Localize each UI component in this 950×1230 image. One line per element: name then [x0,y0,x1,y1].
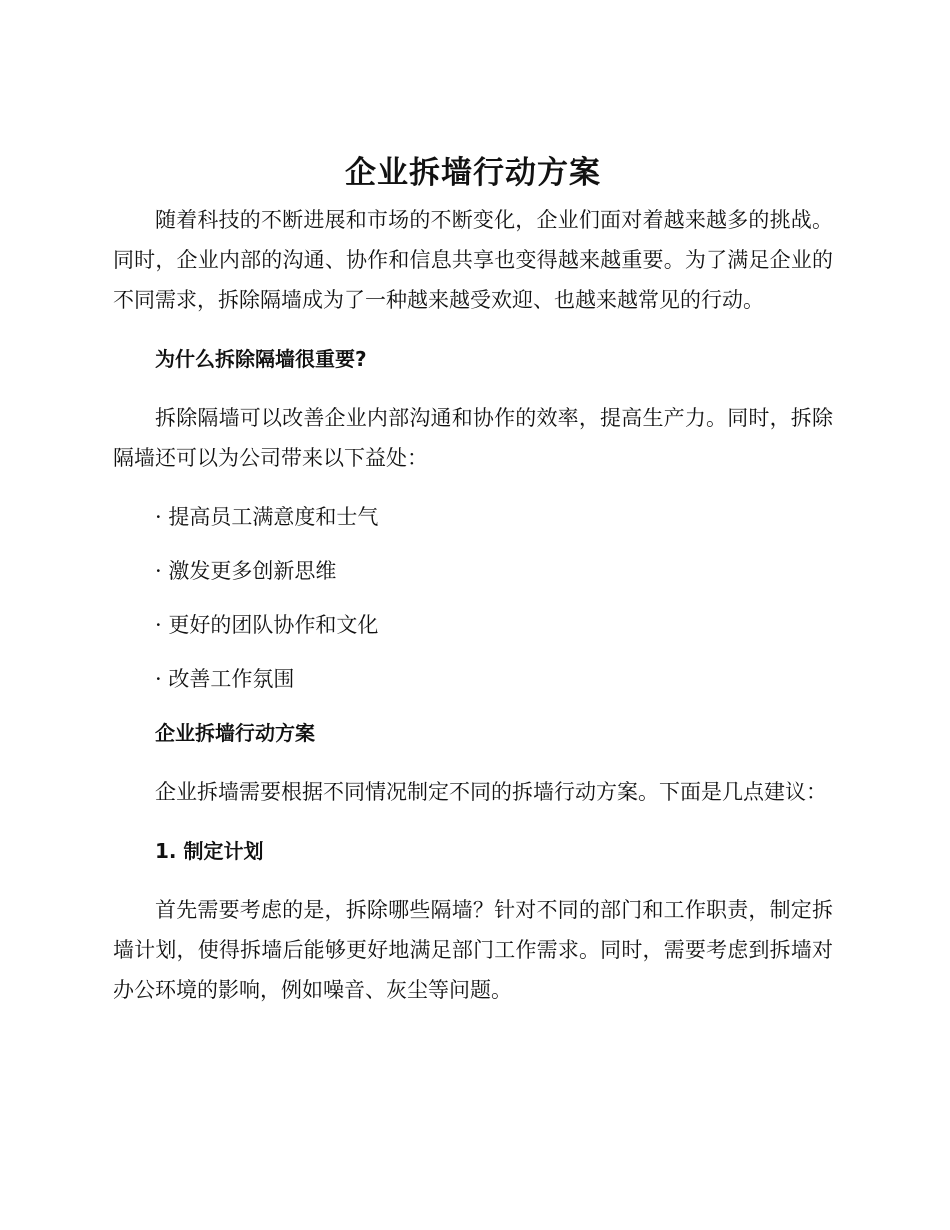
section-paragraph-why: 拆除隔墙可以改善企业内部沟通和协作的效率，提高生产力。同时，拆除隔墙还可以为公司带来以下益处： [113,406,833,470]
bullet-item: · 更好的团队协作和文化 [155,613,379,637]
bullet-item: · 改善工作氛围 [155,667,295,691]
bullet-item: · 激发更多创新思维 [155,559,337,583]
document-title: 企业拆墙行动方案 [345,155,601,191]
section-paragraph-step-1: 首先需要考虑的是，拆除哪些隔墙？针对不同的部门和工作职责，制定拆墙计划，使得拆墙后能够更好地满足部门工作需求。同时，需要考虑到拆墙对办公环境的影响，例如噪音、灰尘等问题。 [113,898,833,1002]
section-heading-step-1: 1. 制定计划 [155,839,264,863]
intro-paragraph: 随着科技的不断进展和市场的不断变化，企业们面对着越来越多的挑战。同时，企业内部的沟通、协作和信息共享也变得越来越重要。为了满足企业的不同需求，拆除隔墙成为了一种越来越受欢迎、也越来越常见的行动。 [113,208,833,312]
section-heading-plan: 企业拆墙行动方案 [155,721,315,745]
document-page [113,150,833,1010]
section-heading-why: 为什么拆除隔墙很重要? [155,347,367,371]
bullet-item: · 提高员工满意度和士气 [155,505,379,529]
section-paragraph-plan: 企业拆墙需要根据不同情况制定不同的拆墙行动方案。下面是几点建议： [155,780,827,804]
